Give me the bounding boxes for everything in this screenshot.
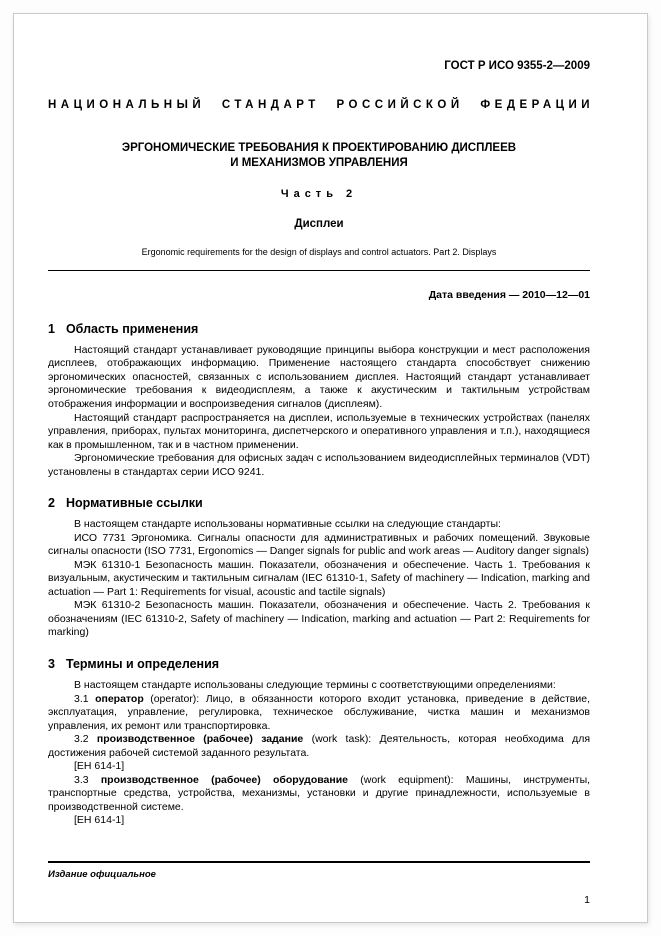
term-name: оператор (95, 692, 144, 705)
paragraph: Настоящий стандарт устанавливает руководящие принципы выбора конструкции и мест расположения дисплеев, отображающих информацию. Применение настоящего стандарта способствует снижению эргономических опасностей, связанных с использованием дисплея. Настоящий стандарт устанавливает эргономические требования к видеодисплеям, а также к акустическим и тактильным устройствам отображения информации и воспроизведения сигналов (дисплеям). (48, 343, 590, 410)
reference-entry: МЭК 61310-2 Безопасность машин. Показатели, обозначения и обеспечение. Часть 2. Требования к обозначениям (IEC 61310-2, Safety of machinery — Indication, marking and actuation — Part 2: Requirements for marking) (48, 599, 590, 639)
doc-code: ГОСТ Р ИСО 9355-2—2009 (444, 60, 590, 72)
term-source: [ЕН 614-1] (74, 760, 125, 773)
term-definition: Лицо, в обязанности которого входит установка, приведение в действие, эксплуатация, управление, регулировка, техническое обслуживание, чистка машин и механизмов управления, их ремонт или транспортировка. (48, 692, 590, 732)
footer (48, 861, 590, 880)
header-rule (48, 270, 590, 271)
term-number: 3.2 (74, 733, 89, 746)
paragraph: В настоящем стандарте использованы следующие термины с соответствующими определениями: (74, 678, 556, 691)
term-number: 3.3 (74, 773, 89, 786)
document-page (13, 13, 648, 923)
paragraph: В настоящем стандарте использованы нормативные ссылки на следующие стандарты: (74, 518, 501, 531)
term-name: производственное (рабочее) оборудование (100, 773, 349, 786)
section-terms-definitions (48, 657, 590, 828)
part-label: Часть 2 (280, 187, 358, 200)
term-name-en: (work task): (311, 733, 372, 746)
section-normative-references (48, 496, 590, 640)
term-name-en: (work equipment): (360, 773, 454, 786)
document-subtitle: Дисплеи (294, 217, 344, 230)
term-name-en: (operator): (150, 692, 200, 705)
edition-note: Издание официальное (48, 869, 156, 880)
section-heading (48, 657, 590, 671)
reference-entry: МЭК 61310-1 Безопасность машин. Показатели, обозначения и обеспечение. Часть 1. Требования к визуальным, акустическим и тактильным сигналам (IEC 61310-1, Safety of machinery — Indication, marking and actuation — Part 1: Requirements for visual, acoustic and tactile signals) (48, 558, 590, 598)
document-title (48, 141, 590, 171)
section-number: 1 (48, 321, 55, 336)
paragraph: Настоящий стандарт распространяется на дисплеи, используемые в технических устройствах (панелях управления, приборах, пультах мониторинга, диспетчерского и оперативного управления и т.п.), находящиеся как в промышленном, так и в частном применении. (48, 411, 590, 451)
section-heading (48, 496, 590, 510)
term-entry (48, 733, 590, 760)
term-number: 3.1 (74, 692, 89, 705)
term-source: [ЕН 614-1] (74, 814, 125, 827)
section-number: 2 (48, 496, 55, 511)
section-heading (48, 322, 590, 336)
effective-date: Дата введения — 2010—12—01 (428, 288, 590, 301)
term-entry (48, 774, 590, 815)
section-title: Термины и определения (65, 656, 220, 671)
term-definition: Машины, инструменты, транспортные средства, устройства, механизмы, установки и другие принадлежности, используемые в производственной системе. (48, 773, 591, 813)
section-number: 3 (48, 656, 55, 671)
reference-entry: ИСО 7731 Эргономика. Сигналы опасности для административных и рабочих помещений. Звуковые сигналы опасности (ISO 7731, Ergonomics — Danger signals for public and work areas — Auditory danger signals) (48, 531, 590, 558)
term-name: производственное (рабочее) задание (96, 733, 304, 746)
section-scope (48, 322, 590, 479)
paragraph: Эргономические требования для офисных задач с использованием видеодисплейных терминалов (VDT) установлены в стандартах серии ИСО 9241. (48, 452, 590, 478)
term-entry (48, 693, 590, 734)
section-title: Область применения (65, 321, 199, 336)
term-definition: Деятельность, которая необходима для достижения рабочей системой заданного результата. (48, 733, 591, 759)
national-standard-heading: НАЦИОНАЛЬНЫЙ СТАНДАРТ РОССИЙСКОЙ ФЕДЕРАЦИИ (48, 99, 595, 111)
section-title: Нормативные ссылки (65, 496, 203, 511)
page-number: 1 (584, 894, 590, 906)
document-title-line1: ЭРГОНОМИЧЕСКИЕ ТРЕБОВАНИЯ К ПРОЕКТИРОВАНИЮ ДИСПЛЕЕВ (121, 142, 517, 154)
document-title-line2: И МЕХАНИЗМОВ УПРАВЛЕНИЯ (230, 156, 408, 169)
title-english: Ergonomic requirements for the design of displays and control actuators. Part 2. Displays (141, 246, 497, 257)
